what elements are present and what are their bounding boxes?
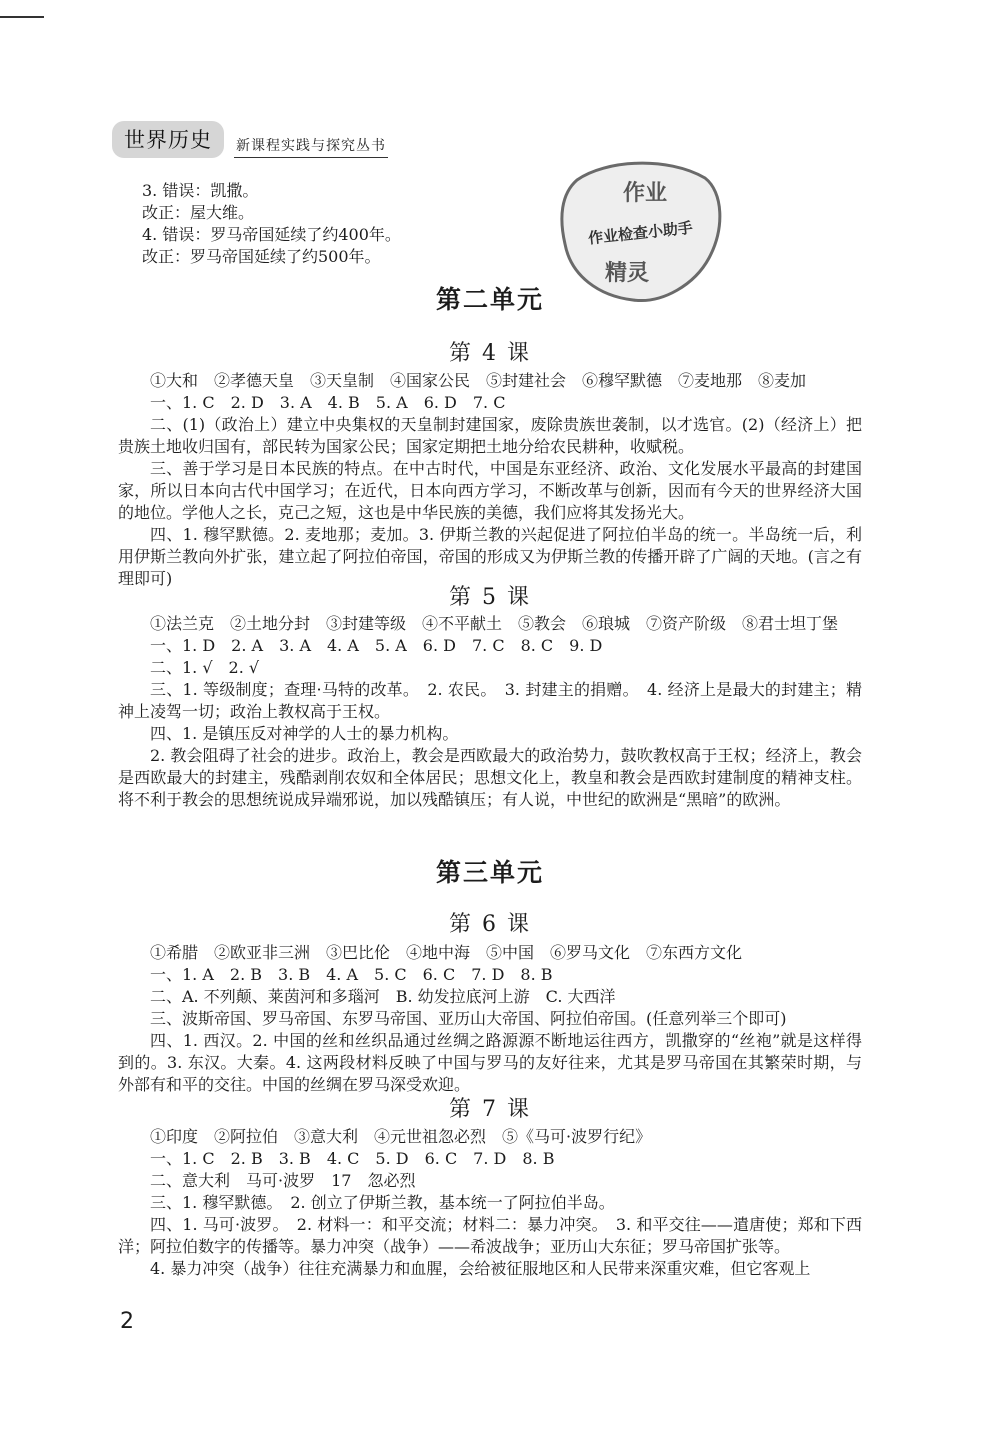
page-header (112, 121, 388, 158)
answer-line: 二、1. √ 2. √ (150, 658, 260, 677)
answer-line: 二、A. 不列颠、莱茵河和多瑙河 B. 幼发拉底河上游 C. 大西洋 (150, 987, 616, 1006)
answer-line: 2. 教会阻碍了社会的进步。政治上，教会是西欧最大的政治势力，鼓吹教权高于王权；经济上，教会是西欧最大的封建主，残酷剥削农奴和全体居民；思想文化上，教皇和教会是西欧封建制度的精神支柱。将不利于教会的思想统说成异端邪说，加以残酷镇压；有人说，中世纪的欧洲是“黑暗”的欧洲。 (118, 746, 862, 809)
answer-line: 三、波斯帝国、罗马帝国、东罗马帝国、亚历山大帝国、阿拉伯帝国。(任意列举三个即可) (150, 1009, 787, 1028)
top-rule (0, 16, 44, 18)
stamp-bottom-text: 精灵 (604, 261, 650, 286)
answer-line: 一、1. D 2. A 3. A 4. A 5. A 6. D 7. C 8. C 9. D (150, 636, 603, 655)
subject-badge: 世界历史 (112, 121, 224, 158)
answer-line: ①印度 ②阿拉伯 ③意大利 ④元世祖忽必烈 ⑤《马可·波罗行纪》 (150, 1127, 652, 1146)
intro-line: 4. 错误：罗马帝国延续了约400年。 (142, 225, 401, 244)
intro-line: 改正：罗马帝国延续了约500年。 (142, 247, 381, 266)
page-number: 2 (120, 1309, 134, 1334)
answer-line: 四、1. 西汉。2. 中国的丝和丝织品通过丝绸之路源源不断地运往西方，凯撒穿的“丝袍”就是这样得到的。3. 东汉。大秦。4. 这两段材料反映了中国与罗马的友好往来，尤其是罗马帝国在其繁荣时期，与外部有和平的交往。中国的丝绸在罗马深受欢迎。 (118, 1031, 862, 1094)
answer-line: 二、(1)（政治上）建立中央集权的天皇制封建国家，废除贵族世袭制，以才选官。(2)（经济上）把贵族土地收归国有，部民转为国家公民；国家定期把土地分给农民耕种，收赋税。 (118, 415, 862, 456)
answer-line: 二、意大利 马可·波罗 17 忽必烈 (150, 1171, 416, 1190)
lesson-4-body (118, 370, 862, 590)
answer-line: 三、1. 穆罕默德。 2. 创立了伊斯兰教，基本统一了阿拉伯半岛。 (150, 1193, 615, 1212)
lesson-7-title: 第 7 课 (449, 1097, 531, 1122)
stamp-middle-text: 作业检查小助手 (587, 218, 694, 248)
answer-line: 四、1. 是镇压反对神学的人士的暴力机构。 (150, 724, 459, 743)
intro-line: 改正：屋大维。 (142, 203, 255, 222)
answer-line: 三、善于学习是日本民族的特点。在中古时代，中国是东亚经济、政治、文化发展水平最高的封建国家，所以日本向古代中国学习；在近代，日本向西方学习，不断改革与创新，因而有今天的世界经济大国的地位。学他人之长，克己之短，这也是中华民族的美德，我们应将其发扬光大。 (118, 459, 862, 522)
answer-line: 一、1. C 2. B 3. B 4. C 5. D 6. C 7. D 8. B (150, 1149, 555, 1168)
answer-line: ①希腊 ②欧亚非三洲 ③巴比伦 ④地中海 ⑤中国 ⑥罗马文化 ⑦东西方文化 (150, 943, 743, 962)
lesson-6-title: 第 6 课 (449, 912, 531, 937)
lesson-5-body (118, 613, 862, 811)
unit-2-title: 第二单元 (435, 285, 544, 314)
answer-line: 四、1. 穆罕默德。2. 麦地那；麦加。3. 伊斯兰教的兴起促进了阿拉伯半岛的统一。半岛统一后，利用伊斯兰教向外扩张，建立起了阿拉伯帝国，帝国的形成又为伊斯兰教的传播开辟了广阔的天地。(言之有理即可) (118, 525, 862, 588)
answer-line: 一、1. A 2. B 3. B 4. A 5. C 6. C 7. D 8. B (150, 965, 553, 984)
lesson-6-body (118, 942, 862, 1096)
intro-block (142, 180, 401, 268)
lesson-7-body (118, 1126, 862, 1280)
answer-line: 三、1. 等级制度；查理·马特的改革。 2. 农民。 3. 封建主的捐赠。 4. 经济上是最大的封建主；精神上凌驾一切；政治上教权高于王权。 (118, 680, 862, 721)
intro-line: 3. 错误：凯撒。 (142, 181, 259, 200)
lesson-4-title: 第 4 课 (449, 341, 531, 366)
answer-line: 四、1. 马可·波罗。 2. 材料一：和平交流；材料二：暴力冲突。 3. 和平交往——遣唐使；郑和下西洋；阿拉伯数字的传播等。暴力冲突（战争）——希波战争；亚历山大东征；罗马帝国扩张等。 (118, 1215, 862, 1256)
unit-3-title: 第三单元 (435, 858, 544, 887)
series-title: 新课程实践与探究丛书 (234, 135, 388, 158)
lesson-5-title: 第 5 课 (449, 585, 531, 610)
stamp-top-text: 作业 (622, 181, 668, 206)
answer-line: ①大和 ②孝德天皇 ③天皇制 ④国家公民 ⑤封建社会 ⑥穆罕默德 ⑦麦地那 ⑧麦加 (150, 371, 807, 390)
answer-line: ①法兰克 ②土地分封 ③封建等级 ④不平献土 ⑤教会 ⑥琅城 ⑦资产阶级 ⑧君士坦丁堡 (150, 614, 839, 633)
answer-line: 一、1. C 2. D 3. A 4. B 5. A 6. D 7. C (150, 393, 506, 412)
answer-line: 4. 暴力冲突（战争）往往充满暴力和血腥，会给被征服地区和人民带来深重灾难，但它客观上 (150, 1259, 811, 1278)
